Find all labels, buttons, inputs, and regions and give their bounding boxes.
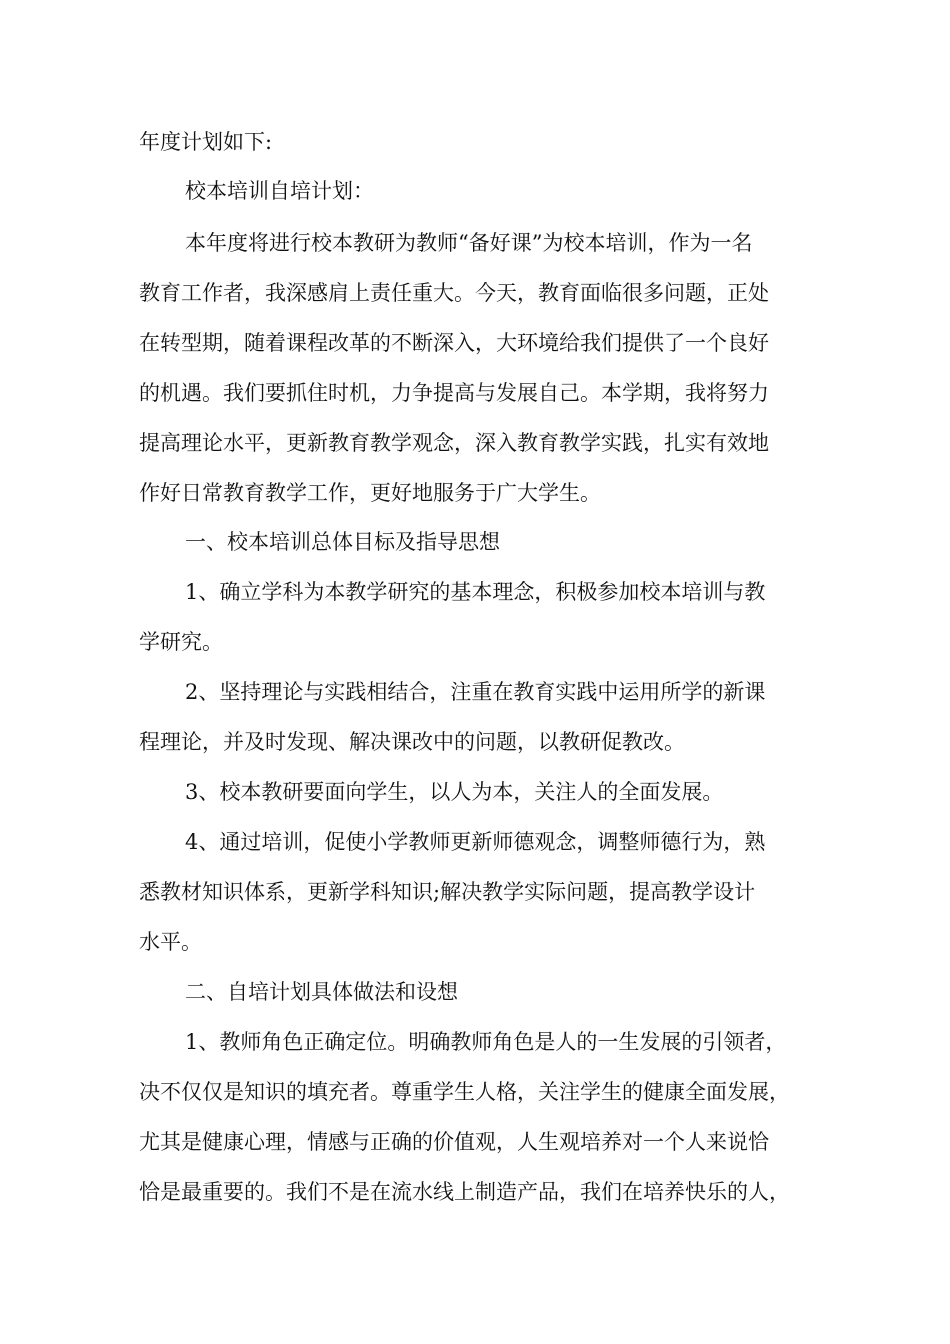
- section-heading: 二、自培计划具体做法和设想: [185, 980, 458, 1004]
- text-line: 1、教师角色正确定位。明确教师角色是人的一生发展的引领者，: [185, 1030, 787, 1054]
- text-line: 水平。: [139, 930, 202, 954]
- text-line: 在转型期，随着课程改革的不断深入，大环境给我们提供了一个良好: [139, 331, 769, 355]
- text-line: 程理论，并及时发现、解决课改中的问题，以教研促教改。: [139, 730, 685, 754]
- text-line: 恰是最重要的。我们不是在流水线上制造产品，我们在培养快乐的人，: [139, 1180, 790, 1204]
- text-line: 的机遇。我们要抓住时机，力争提高与发展自己。本学期，我将努力: [139, 381, 769, 405]
- text-line: 3、校本教研要面向学生，以人为本，关注人的全面发展。: [185, 780, 724, 804]
- text-line: 4、通过培训，促使小学教师更新师德观念，调整师德行为，熟: [185, 830, 766, 854]
- text-line: 学研究。: [139, 630, 223, 654]
- section-heading: 一、校本培训总体目标及指导思想: [185, 530, 500, 554]
- text-line: 悉教材知识体系，更新学科知识;解决教学实际问题，提高教学设计: [139, 880, 756, 904]
- text-line: 教育工作者，我深感肩上责任重大。今天，教育面临很多问题，正处: [139, 281, 769, 305]
- text-line: 1、确立学科为本教学研究的基本理念，积极参加校本培训与教: [185, 580, 766, 604]
- text-line: 作好日常教育教学工作，更好地服务于广大学生。: [139, 481, 601, 505]
- text-line: 本年度将进行校本教研为教师“备好课”为校本培训，作为一名: [185, 231, 753, 255]
- text-line: 2、坚持理论与实践相结合，注重在教育实践中运用所学的新课: [185, 680, 766, 704]
- text-line: 校本培训自培计划：: [185, 179, 374, 203]
- text-line: 尤其是健康心理，情感与正确的价值观，人生观培养对一个人来说恰: [139, 1130, 769, 1154]
- text-line: 决不仅仅是知识的填充者。尊重学生人格，关注学生的健康全面发展，: [139, 1080, 790, 1104]
- text-line: 提高理论水平，更新教育教学观念，深入教育教学实践，扎实有效地: [139, 431, 769, 455]
- text-line: 年度计划如下:: [139, 130, 273, 154]
